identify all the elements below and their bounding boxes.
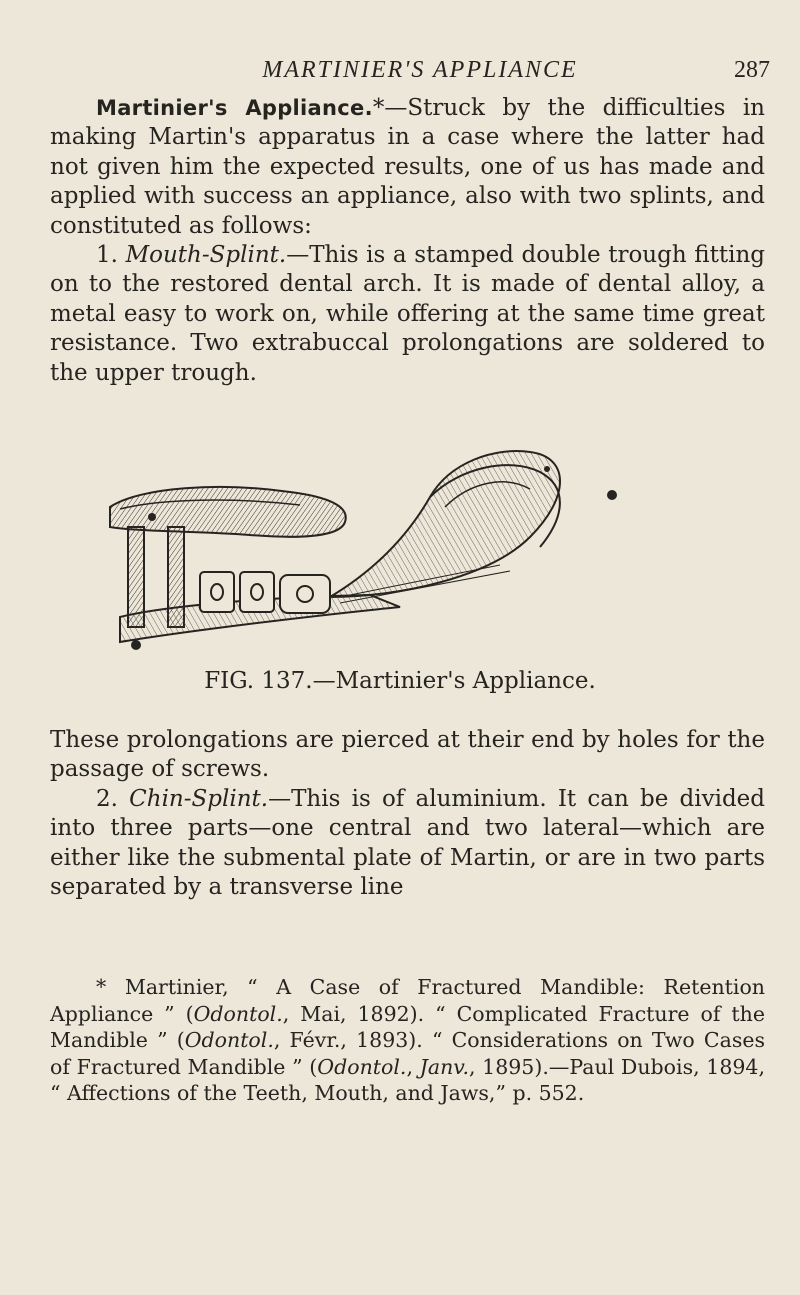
item-number: 1. xyxy=(96,242,118,269)
footnote-seg-0: Martinier, “ A Case of Fractured Mandible: Retention Appliance ” ( xyxy=(50,975,765,1026)
figure-137 xyxy=(0,445,800,725)
footnote-seg-8: , 1895).—Paul Dubois, 1894, “ Affections of the Teeth, Mouth, and Jaws,” p. 552. xyxy=(50,1054,765,1105)
figure-caption: FIG. 137.—Martinier's Appliance. xyxy=(204,668,596,694)
footnote-mark: * xyxy=(372,95,385,121)
footnote-seg-4: , Févr., 1893). “ Considerations on Two Cases of Fractured Mandible ” ( xyxy=(50,1028,765,1079)
page-header xyxy=(0,50,800,90)
footnote-mark: * xyxy=(96,975,107,999)
text-block-top xyxy=(50,94,765,388)
appliance-engraving xyxy=(100,447,660,662)
item-chin-splint xyxy=(50,785,765,903)
footnote-seg-2: , Mai, 1892). “ Complicated Fracture of the Mandible ” ( xyxy=(50,1001,765,1052)
footnote-seg-5: Odontol. xyxy=(317,1054,407,1079)
item-text: —This is a stamped double trough fitting on to the restored dental arch. It is made of dental alloy, a metal easy to work on, while offering at the same time great resistance. Two extrabuccal prolongations are soldered to the upper trough. xyxy=(50,242,766,386)
item-number: 2. xyxy=(96,785,118,812)
footnote-seg-7: Janv. xyxy=(419,1054,469,1079)
item-mouth-splint xyxy=(50,241,765,388)
footnote xyxy=(50,974,765,1107)
text-block-middle xyxy=(50,726,765,902)
page-number: 287 xyxy=(734,57,770,83)
section-lead: Martinier's Appliance. xyxy=(96,96,373,120)
item-text: —This is of aluminium. It can be divided into three parts—one central and two lateral—which are either like the submental plate of Martin, or are in two parts separated by a transverse line xyxy=(50,785,765,901)
paragraph-martinier-appliance xyxy=(50,94,765,241)
footnote-seg-3: Odontol. xyxy=(184,1028,274,1052)
item-title: Chin-Splint. xyxy=(129,785,269,812)
footnote-seg-1: Odontol. xyxy=(193,1001,283,1026)
paragraph-text: —Struck by the difficulties in making Martin's apparatus in a case where the latter had not given him the expected results, one of us has made and applied with success an appliance, also with two splints, and constituted as follows: xyxy=(50,95,765,239)
paragraph-prolongations: These prolongations are pierced at their end by holes for the passage of screws. xyxy=(50,727,765,783)
item-title: Mouth-Splint. xyxy=(125,242,287,269)
running-head: MARTINIER'S APPLIANCE xyxy=(262,57,578,83)
footnote-seg-6: , xyxy=(406,1054,420,1079)
